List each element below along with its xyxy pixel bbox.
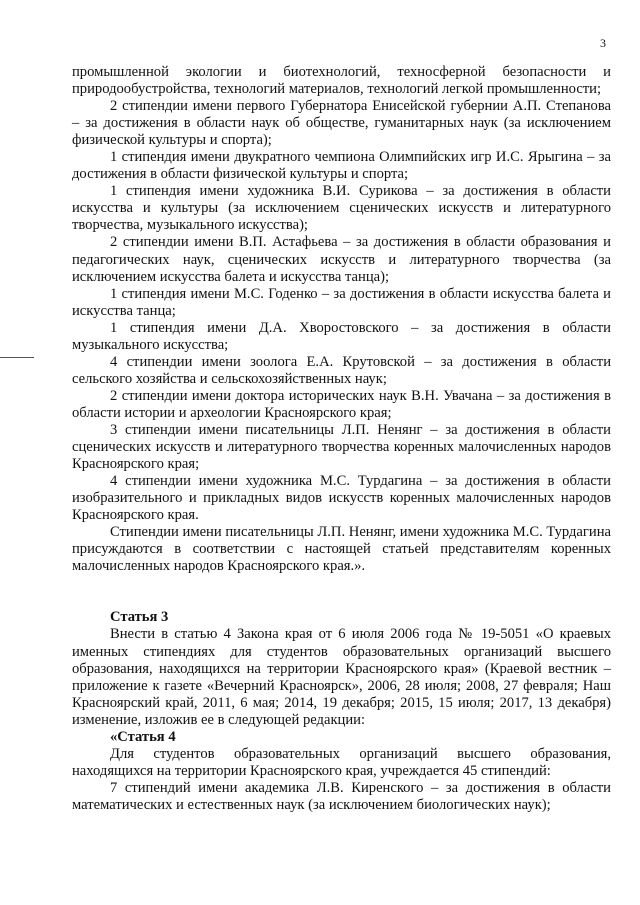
page-number: 3	[600, 36, 606, 50]
paragraph-continuation: промышленной экологии и биотехнологий, техносферной безопасности и природообустройства, технологий материалов, технологий легкой промышленности;	[72, 64, 611, 98]
document-body	[72, 64, 611, 814]
paragraph-kirensky: 7 стипендий имени академика Л.В. Киренского – за достижения в области математических и естественных наук (за исключением биологических наук);	[72, 779, 611, 813]
paragraph-turdagin: 4 стипендии имени художника М.С. Турдагина – за достижения в области изобразительного и прикладных видов искусств коренных малочисленных народов Красноярского края.	[72, 473, 611, 524]
paragraph-uvachan: 2 стипендии имени доктора исторических наук В.Н. Увачана – за достижения в области истории и археологии Красноярского края;	[72, 387, 611, 421]
paragraph-article-4-intro: Для студентов образовательных организаций высшего образования, находящихся на территории Красноярского края, учреждается 45 стипендий:	[72, 745, 611, 779]
paragraph-hvorostovsky: 1 стипендия имени Д.А. Хворостовского – за достижения в области музыкального искусства;	[72, 319, 611, 353]
paragraph-godenko: 1 стипендия имени М.С. Годенко – за достижения в области искусства балета и искусства танца;	[72, 285, 611, 319]
paragraph-stepanov: 2 стипендии имени первого Губернатора Енисейской губернии А.П. Степанова – за достижения в области наук об обществе, гуманитарных наук (за исключением физической культуры и спорта);	[72, 98, 611, 149]
paragraph-indigenous-note: Стипендии имени писательницы Л.П. Ненянг, имени художника М.С. Турдагина присуждаются в соответствии с настоящей статьей представителям коренных малочисленных народов Красноярского края.».	[72, 524, 611, 575]
article-3-heading: Статья 3	[110, 609, 169, 626]
paragraph-yarygin: 1 стипендия имени двукратного чемпиона Олимпийских игр И.С. Ярыгина – за достижения в области физической культуры и спорта;	[72, 149, 611, 183]
margin-mark	[0, 357, 34, 358]
paragraph-nenyang: 3 стипендии имени писательницы Л.П. Ненянг – за достижения в области сценических искусств и литературного творчества коренных малочисленных народов Красноярского края;	[72, 421, 611, 473]
paragraph-surikov: 1 стипендия имени художника В.И. Сурикова – за достижения в области искусства и культуры (за исключением сценических искусств и литературного творчества, музыкального искусства);	[72, 183, 611, 234]
article-4-heading: «Статья 4	[110, 728, 176, 745]
paragraph-krutovskaya: 4 стипендии имени зоолога Е.А. Крутовской – за достижения в области сельского хозяйства и сельскохозяйственных наук;	[72, 353, 611, 387]
paragraph-article-3-text: Внести в статью 4 Закона края от 6 июля 2006 года № 19-5051 «О краевых именных стипендиях для студентов образовательных организаций высшего образования, находящихся на территории Красноярского края» (Краевой вестник – приложение к газете «Вечерний Красноярск», 2006, 28 июля; 2008, 27 февраля; Наш Красноярский край, 2011, 6 мая; 2014, 19 декабря; 2015, 15 июля; 2017, 13 декабря) изменение, изложив ее в следующей редакции:	[72, 626, 611, 728]
paragraph-astafyev: 2 стипендии имени В.П. Астафьева – за достижения в области образования и педагогических наук, сценических искусств и литературного творчества (за исключением искусства балета и искусства танца);	[72, 234, 611, 285]
